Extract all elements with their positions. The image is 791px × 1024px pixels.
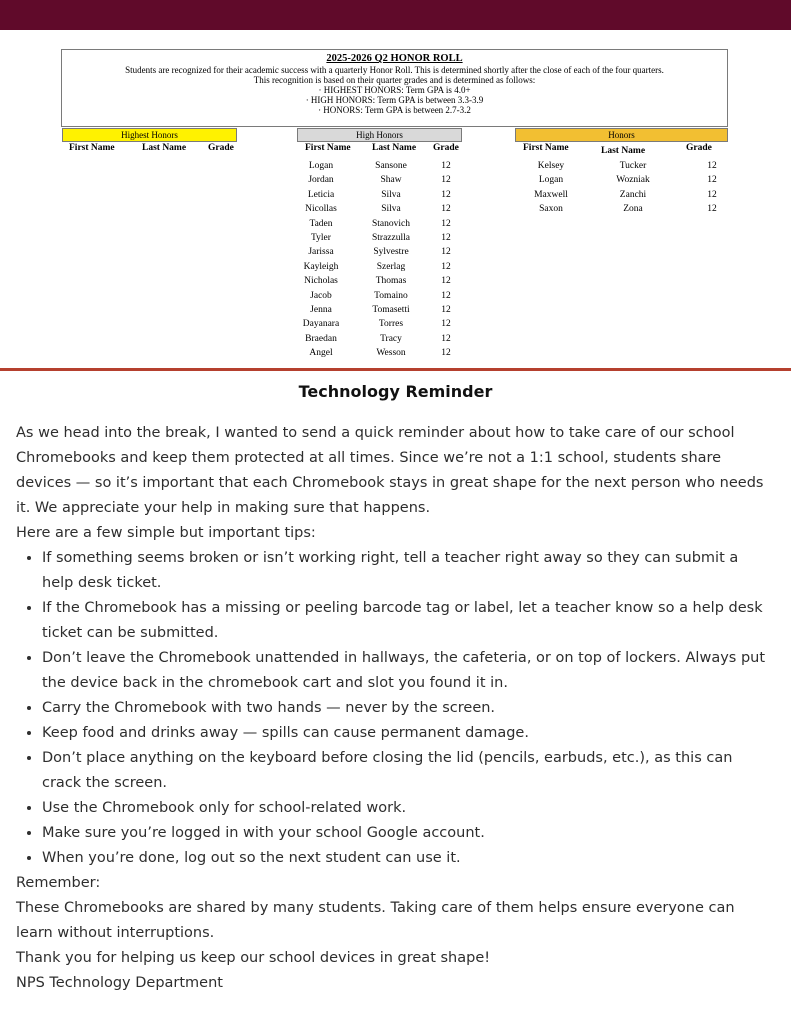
honors-cell: Maxwell [534,189,568,200]
high-cell: Silva [381,204,401,215]
tip-item: • When you’re done, log out so the next student can use it. [42,846,771,871]
high-cell: 12 [441,189,451,200]
high-cell: 12 [441,175,451,186]
high-col-first-name: First Name [305,143,351,153]
remember-text: These Chromebooks are shared by many students. Taking care of them helps ensure everyone can learn without interruptions. [16,900,735,941]
high-cell: Shaw [380,175,402,186]
tip-item: • If something seems broken or isn’t working right, tell a teacher right away so they can submit a help desk ticket. [42,546,771,596]
high-cell: Jarissa [308,247,334,258]
criteria-honors: · HONORS: Term GPA is between 2.7-3.2 [318,105,471,115]
high-cell: Braedan [305,333,337,344]
honors-col-first-name: First Name [523,143,569,153]
high-cell: Szerlag [376,261,406,272]
honors-col-grade: Grade [686,143,712,153]
high-cell: Jenna [310,305,332,315]
tips-list [16,546,771,871]
section-divider [0,368,791,371]
high-cell: 12 [441,348,451,359]
tip-item: • If the Chromebook has a missing or peeling barcode tag or label, let a teacher know so a help desk ticket can be submitted. [42,596,771,646]
high-cell: Tomaino [374,290,408,301]
high-cell: 12 [441,333,451,344]
high-cell: Silva [381,189,401,200]
tip-item: • Carry the Chromebook with two hands — never by the screen. [42,696,771,721]
highest-honors-header: Highest Honors [62,128,237,142]
technology-article [16,421,771,996]
high-cell: 12 [441,161,451,171]
high-cell: 12 [441,233,451,243]
high-cell: Tyler [311,233,331,243]
high-cell: Taden [309,218,333,229]
remember-label: Remember: [16,875,101,891]
high-cell: Leticia [307,189,335,200]
high-cell: Strazzulla [372,233,410,243]
high-cell: 12 [441,261,451,272]
high-cell: Jacob [310,290,332,301]
tips-lead: Here are a few simple but important tips: [16,525,316,541]
tip-item: • Make sure you’re logged in with your school Google account. [42,821,771,846]
tech-intro: As we head into the break, I wanted to send a quick reminder about how to take care of our school Chromebooks and keep them protected at all times. Since we’re not a 1:1 school, students share devices — so it’s important that each Chromebook stays in great shape for the next person who needs it. We appreciate your help in making sure that happens. [16,425,764,516]
header-banner [0,0,791,30]
high-cell: Sylvestre [373,247,409,258]
honors-cell: Zanchi [619,189,647,200]
honors-cell: Tucker [619,161,647,171]
high-col-grade: Grade [433,143,459,153]
high-cell: 12 [441,218,451,229]
highest-col-first-name: First Name [69,143,115,153]
honor-roll-intro: Students are recognized for their academic success with a quarterly Honor Roll. This is determined shortly after the close of each of the four quarters. This recognition is based on their quarter grades and is determined as follows: [125,65,664,85]
high-cell: 12 [441,319,451,330]
criteria-high: · HIGH HONORS: Term GPA is between 3.3-3.9 [305,95,484,105]
honors-cell: 12 [707,175,717,186]
highest-col-grade: Grade [208,143,234,153]
high-cell: Stanovich [372,218,410,229]
honors-cell: Zona [623,204,643,215]
honors-cell: Kelsey [537,161,565,171]
high-cell: Nicollas [305,204,337,215]
honors-cell: Saxon [539,204,563,215]
high-cell: 12 [441,305,451,315]
highest-col-last-name: Last Name [142,143,187,153]
tip-item: • Don’t leave the Chromebook unattended in hallways, the cafeteria, or on top of lockers. Always put the device back in the chromebook cart and slot you found it in. [42,646,771,696]
honors-cell: 12 [707,161,717,171]
honor-roll-info-box [61,49,728,127]
honor-roll-title: 2025-2026 Q2 HONOR ROLL [326,53,463,64]
honors-cell: Logan [538,175,564,186]
high-cell: 12 [441,290,451,301]
high-cell: 12 [441,247,451,258]
tip-item: • Use the Chromebook only for school-related work. [42,796,771,821]
high-cell: Jordan [308,175,334,186]
high-cell: Wesson [376,348,406,359]
signature: NPS Technology Department [16,975,223,991]
high-cell: Tracy [380,333,402,344]
high-cell: Angel [309,348,333,359]
high-cell: Torres [378,319,404,330]
honors-col-last-name: Last Name [601,146,646,156]
high-cell: Sansone [375,161,407,171]
criteria-highest: · HIGHEST HONORS: Term GPA is 4.0+ [318,85,471,95]
high-cell: 12 [441,204,451,215]
high-cell: Thomas [375,276,407,287]
tip-item: • Don’t place anything on the keyboard before closing the lid (pencils, earbuds, etc.), as this can crack the screen. [42,746,771,796]
thanks-text: Thank you for helping us keep our school devices in great shape! [16,950,491,966]
honors-header: Honors [515,128,728,142]
high-cell: Tomasetti [372,305,410,315]
honors-cell: 12 [707,204,717,215]
high-cell: Kayleigh [303,261,339,272]
high-col-last-name: Last Name [372,143,417,153]
honors-cell: 12 [707,189,717,200]
high-honors-header: High Honors [297,128,462,142]
honors-cell: Wozniak [616,175,650,186]
high-cell: Dayanara [302,319,340,330]
tip-item: • Keep food and drinks away — spills can cause permanent damage. [42,721,771,746]
high-cell: Logan [308,161,334,171]
high-cell: 12 [441,276,451,287]
high-cell: Nicholas [304,276,338,287]
technology-reminder-title: Technology Reminder [298,382,493,401]
